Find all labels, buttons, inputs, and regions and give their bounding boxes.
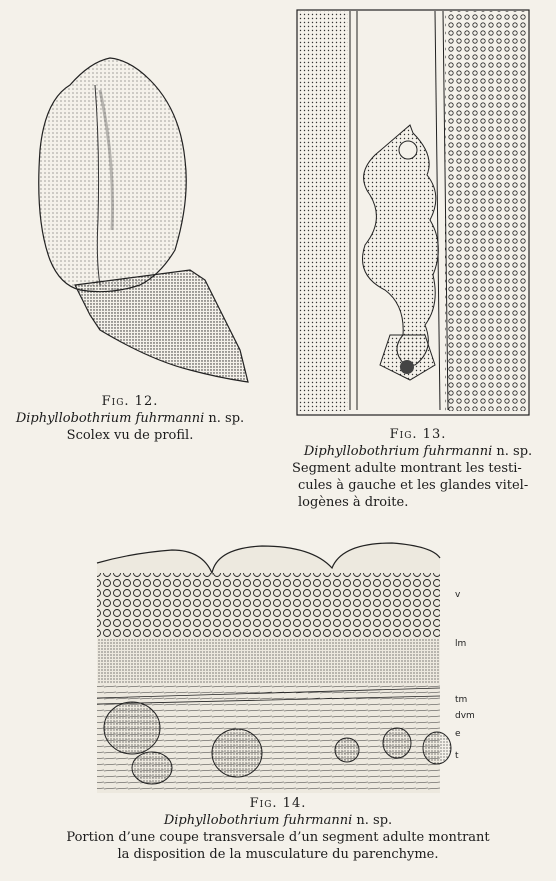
segment-illustration	[295, 5, 535, 420]
figure-number: Fig. 13.	[389, 427, 447, 442]
cross-section-illustration	[92, 528, 452, 793]
figure-description-line: Segment adulte montrant les testi-	[292, 461, 522, 476]
figure-description: Scolex vu de profil.	[66, 428, 194, 443]
figure-13	[280, 0, 556, 520]
figure-12-caption	[0, 393, 260, 444]
label-lm: lm	[455, 639, 467, 649]
species-name: Diphyllobothrium fuhrmanni n. sp.	[163, 813, 393, 828]
figure-number: Fig. 14.	[249, 796, 307, 811]
figure-number: Fig. 12.	[101, 394, 159, 409]
figure-14-caption	[0, 795, 556, 863]
label-dvm: dvm	[455, 711, 475, 721]
label-tm: tm	[455, 695, 468, 705]
figure-description-line: la disposition de la musculature du parenchyme.	[117, 847, 439, 862]
scolex-illustration	[0, 0, 270, 400]
species-name: Diphyllobothrium fuhrmanni n. sp.	[15, 411, 245, 426]
figure-description-line: cules à gauche et les glandes vitel-	[298, 478, 529, 493]
figure-13-caption	[280, 426, 556, 511]
label-v: v	[455, 590, 461, 600]
figure-14	[0, 525, 556, 881]
figure-12	[0, 0, 270, 460]
label-t: t	[455, 751, 459, 761]
figure-description-line: logènes à droite.	[298, 495, 409, 510]
species-name: Diphyllobothrium fuhrmanni n. sp.	[303, 444, 533, 459]
label-e: e	[455, 729, 461, 739]
figure-description-line: Portion d’une coupe transversale d’un segment adulte montrant	[66, 830, 490, 845]
